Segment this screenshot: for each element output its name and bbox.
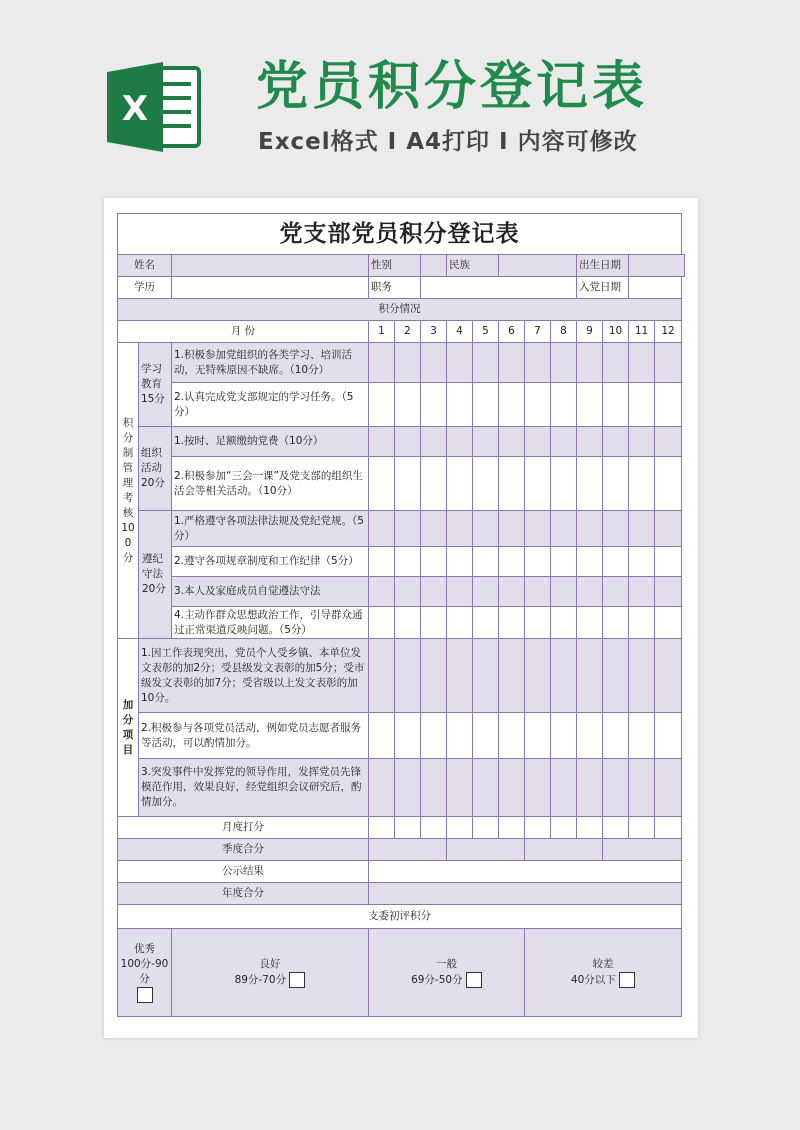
field-name[interactable] [172, 255, 369, 277]
score-cell[interactable] [603, 577, 629, 607]
score-cell[interactable] [395, 607, 421, 639]
grade-good [172, 929, 369, 1017]
score-cell[interactable] [421, 343, 447, 383]
score-cell[interactable] [499, 607, 525, 639]
score-cell[interactable] [499, 511, 525, 547]
field-gender[interactable] [421, 255, 447, 277]
criterion-text: 2.积极参加“三会一课”及党支部的组织生活会等相关活动。（10分） [172, 457, 369, 511]
quarterly-score-label: 季度合分 [118, 839, 369, 861]
score-cell[interactable] [473, 457, 499, 511]
grade-checkbox[interactable] [289, 972, 305, 988]
score-cell[interactable] [551, 343, 577, 383]
group-label: 组织活动20分 [139, 427, 172, 511]
grade-name: 较差 [592, 958, 614, 970]
score-cell[interactable] [655, 511, 682, 547]
score-cell[interactable] [447, 639, 473, 713]
page-title: 党员积分登记表 [256, 57, 649, 117]
label-gender: 性别 [369, 255, 421, 277]
label-birth-date: 出生日期 [577, 255, 629, 277]
section-score-header: 积分情况 [118, 299, 682, 321]
grade-checkbox[interactable] [619, 972, 635, 988]
score-cell[interactable] [655, 639, 682, 713]
criterion-text: 1.积极参加党组织的各类学习、培训活动，无特殊原因不缺席。（10分） [172, 343, 369, 383]
month-header: 11 [629, 321, 655, 343]
label-position: 职务 [369, 277, 421, 299]
score-cell[interactable] [369, 511, 395, 547]
month-header: 10 [603, 321, 629, 343]
score-cell[interactable] [395, 759, 421, 817]
field-position[interactable] [421, 277, 577, 299]
group-label: 学习教育15分 [139, 343, 172, 427]
score-cell[interactable] [369, 577, 395, 607]
score-cell[interactable] [499, 427, 525, 457]
score-cell[interactable] [629, 817, 655, 839]
grade-name: 优秀 [134, 943, 155, 955]
score-cell[interactable] [473, 607, 499, 639]
score-cell[interactable] [421, 607, 447, 639]
score-cell[interactable] [525, 607, 551, 639]
score-cell[interactable] [499, 817, 525, 839]
mgmt-label: 积分制管理考核100分 [118, 343, 139, 639]
criterion-text: 2.遵守各项规章制度和工作纪律（5分） [172, 547, 369, 577]
grade-range: 40分以下 [570, 974, 616, 986]
month-header: 4 [447, 321, 473, 343]
criterion-text: 4.主动作群众思想政治工作，引导群众通过正常渠道反映问题。（5分） [172, 607, 369, 639]
score-cell[interactable] [499, 547, 525, 577]
initial-score-header: 支委初评积分 [118, 905, 682, 929]
score-cell[interactable] [369, 607, 395, 639]
month-header: 1 [369, 321, 395, 343]
score-cell[interactable] [603, 427, 629, 457]
score-cell[interactable] [525, 427, 551, 457]
field-ethnicity[interactable] [499, 255, 577, 277]
grade-range: 89分-70分 [234, 974, 287, 986]
score-cell[interactable] [655, 607, 682, 639]
month-header: 6 [499, 321, 525, 343]
score-cell[interactable] [499, 759, 525, 817]
score-cell[interactable] [421, 547, 447, 577]
score-cell[interactable] [655, 817, 682, 839]
criterion-text: 1.按时、足额缴纳党费（10分） [172, 427, 369, 457]
score-cell[interactable] [577, 817, 603, 839]
score-cell[interactable] [525, 713, 551, 759]
score-cell[interactable] [421, 427, 447, 457]
score-cell[interactable] [629, 427, 655, 457]
score-cell[interactable] [629, 759, 655, 817]
score-cell[interactable] [447, 817, 473, 839]
criterion-text: 3.本人及家庭成员自觉遵法守法 [172, 577, 369, 607]
score-cell[interactable] [655, 343, 682, 383]
score-cell[interactable] [655, 713, 682, 759]
score-cell[interactable] [421, 639, 447, 713]
month-header: 9 [577, 321, 603, 343]
grade-average [369, 929, 525, 1017]
score-cell[interactable] [421, 817, 447, 839]
score-cell[interactable] [447, 383, 473, 427]
bonus-text: 2.积极参与各项党员活动，例如党员志愿者服务等活动，可以酌情加分。 [139, 713, 369, 759]
score-cell[interactable] [421, 383, 447, 427]
score-cell[interactable] [447, 713, 473, 759]
score-cell[interactable] [551, 607, 577, 639]
bonus-label: 加分项目 [118, 639, 139, 817]
score-cell[interactable] [499, 577, 525, 607]
score-cell[interactable] [603, 547, 629, 577]
score-cell[interactable] [447, 343, 473, 383]
score-cell[interactable] [525, 639, 551, 713]
score-cell[interactable] [473, 547, 499, 577]
annual-score-field[interactable] [369, 883, 682, 905]
score-cell[interactable] [525, 383, 551, 427]
score-cell[interactable] [369, 547, 395, 577]
score-cell[interactable] [577, 759, 603, 817]
score-cell[interactable] [395, 511, 421, 547]
score-cell[interactable] [369, 457, 395, 511]
month-header: 2 [395, 321, 421, 343]
score-cell[interactable] [551, 547, 577, 577]
score-cell[interactable] [473, 759, 499, 817]
score-cell[interactable] [551, 383, 577, 427]
month-header: 8 [551, 321, 577, 343]
score-cell[interactable] [499, 639, 525, 713]
score-cell[interactable] [473, 713, 499, 759]
score-cell[interactable] [603, 639, 629, 713]
form-title: 党支部党员积分登记表 [118, 214, 682, 255]
score-cell[interactable] [369, 383, 395, 427]
score-cell[interactable] [421, 759, 447, 817]
score-cell[interactable] [525, 457, 551, 511]
score-cell[interactable] [473, 639, 499, 713]
publicity-label: 公示结果 [118, 861, 369, 883]
score-cell[interactable] [447, 427, 473, 457]
score-cell[interactable] [603, 713, 629, 759]
score-cell[interactable] [499, 343, 525, 383]
score-cell[interactable] [629, 639, 655, 713]
score-cell[interactable] [395, 577, 421, 607]
score-cell[interactable] [473, 343, 499, 383]
grade-range: 69分-50分 [411, 974, 463, 986]
grade-checkbox[interactable] [466, 972, 482, 988]
label-join-date: 入党日期 [577, 277, 629, 299]
page-subtitle: Excel格式 Ⅰ A4打印 Ⅰ 内容可修改 [258, 129, 638, 155]
score-cell[interactable] [395, 457, 421, 511]
excel-logo-letter: X [121, 89, 149, 129]
quarter-cell[interactable] [369, 839, 447, 861]
score-cell[interactable] [473, 383, 499, 427]
grade-name: 一般 [436, 958, 457, 970]
score-cell[interactable] [473, 577, 499, 607]
score-cell[interactable] [577, 427, 603, 457]
score-cell[interactable] [603, 457, 629, 511]
score-cell[interactable] [525, 547, 551, 577]
score-cell[interactable] [655, 457, 682, 511]
score-cell[interactable] [551, 577, 577, 607]
score-cell[interactable] [603, 817, 629, 839]
score-cell[interactable] [525, 817, 551, 839]
score-cell[interactable] [629, 457, 655, 511]
score-cell[interactable] [525, 577, 551, 607]
score-cell[interactable] [499, 383, 525, 427]
score-cell[interactable] [551, 639, 577, 713]
score-cell[interactable] [473, 817, 499, 839]
score-cell[interactable] [395, 547, 421, 577]
score-cell[interactable] [499, 457, 525, 511]
score-cell[interactable] [551, 457, 577, 511]
score-cell[interactable] [369, 639, 395, 713]
label-name: 姓名 [118, 255, 172, 277]
score-cell[interactable] [655, 577, 682, 607]
grade-range: 100分-90分 [120, 958, 169, 985]
score-cell[interactable] [421, 457, 447, 511]
score-cell[interactable] [603, 343, 629, 383]
score-cell[interactable] [499, 713, 525, 759]
score-cell[interactable] [603, 511, 629, 547]
criterion-text: 2.认真完成党支部规定的学习任务。（5分） [172, 383, 369, 427]
score-cell[interactable] [629, 713, 655, 759]
score-cell[interactable] [447, 457, 473, 511]
month-label: 月 份 [118, 321, 369, 343]
bonus-text: 1.因工作表现突出，党员个人受乡镇、本单位发文表彰的加2分；受县级发文表彰的加5分；受市级发文表彰的加7分；受省级以上发文表彰的加10分。 [139, 639, 369, 713]
score-cell[interactable] [421, 577, 447, 607]
score-cell[interactable] [551, 511, 577, 547]
score-cell[interactable] [395, 427, 421, 457]
score-cell[interactable] [369, 427, 395, 457]
label-education: 学历 [118, 277, 172, 299]
annual-score-label: 年度合分 [118, 883, 369, 905]
grade-name: 良好 [259, 958, 281, 970]
monthly-score-label: 月度打分 [118, 817, 369, 839]
score-cell[interactable] [577, 607, 603, 639]
score-cell[interactable] [603, 607, 629, 639]
grade-excellent [118, 929, 172, 1017]
score-cell[interactable] [395, 383, 421, 427]
bonus-text: 3.突发事件中发挥党的领导作用，发挥党员先锋模范作用，效果良好，经党组织会议研究后，酌情加分。 [139, 759, 369, 817]
score-cell[interactable] [577, 383, 603, 427]
score-cell[interactable] [525, 343, 551, 383]
score-cell[interactable] [395, 817, 421, 839]
score-cell[interactable] [655, 759, 682, 817]
score-cell[interactable] [655, 383, 682, 427]
score-cell[interactable] [447, 511, 473, 547]
grade-checkbox[interactable] [137, 987, 153, 1003]
score-cell[interactable] [603, 383, 629, 427]
score-cell[interactable] [525, 511, 551, 547]
score-form-table [117, 213, 685, 1017]
score-cell[interactable] [577, 639, 603, 713]
score-cell[interactable] [447, 547, 473, 577]
month-header: 12 [655, 321, 682, 343]
group-label: 遵纪守法20分 [139, 511, 172, 639]
score-cell[interactable] [447, 759, 473, 817]
score-cell[interactable] [629, 577, 655, 607]
score-cell[interactable] [629, 511, 655, 547]
publicity-field[interactable] [369, 861, 682, 883]
score-cell[interactable] [395, 343, 421, 383]
criterion-text: 1.严格遵守各项法律法规及党纪党规。（5分） [172, 511, 369, 547]
score-cell[interactable] [629, 343, 655, 383]
score-cell[interactable] [551, 427, 577, 457]
grade-poor [525, 929, 682, 1017]
score-cell[interactable] [577, 713, 603, 759]
score-cell[interactable] [525, 759, 551, 817]
score-cell[interactable] [577, 511, 603, 547]
month-header: 5 [473, 321, 499, 343]
score-cell[interactable] [655, 427, 682, 457]
score-cell[interactable] [577, 457, 603, 511]
score-cell[interactable] [369, 759, 395, 817]
quarter-cell[interactable] [525, 839, 603, 861]
score-cell[interactable] [473, 427, 499, 457]
score-cell[interactable] [369, 713, 395, 759]
score-cell[interactable] [629, 607, 655, 639]
score-cell[interactable] [655, 547, 682, 577]
score-cell[interactable] [447, 577, 473, 607]
month-header: 3 [421, 321, 447, 343]
score-cell[interactable] [369, 817, 395, 839]
score-cell[interactable] [447, 607, 473, 639]
quarter-cell[interactable] [447, 839, 525, 861]
score-cell[interactable] [551, 817, 577, 839]
score-cell[interactable] [577, 343, 603, 383]
label-ethnicity: 民族 [447, 255, 499, 277]
excel-logo-icon [105, 58, 203, 156]
score-cell[interactable] [473, 511, 499, 547]
score-cell[interactable] [629, 547, 655, 577]
score-cell[interactable] [395, 713, 421, 759]
score-cell[interactable] [603, 759, 629, 817]
score-cell[interactable] [577, 577, 603, 607]
score-cell[interactable] [421, 511, 447, 547]
field-education[interactable] [172, 277, 369, 299]
field-join-date[interactable] [629, 277, 682, 299]
score-cell[interactable] [551, 759, 577, 817]
quarter-cell[interactable] [603, 839, 682, 861]
score-cell[interactable] [421, 713, 447, 759]
score-cell[interactable] [577, 547, 603, 577]
score-cell[interactable] [369, 343, 395, 383]
field-birth-date[interactable] [629, 255, 685, 277]
score-cell[interactable] [551, 713, 577, 759]
score-cell[interactable] [629, 383, 655, 427]
score-cell[interactable] [395, 639, 421, 713]
month-header: 7 [525, 321, 551, 343]
